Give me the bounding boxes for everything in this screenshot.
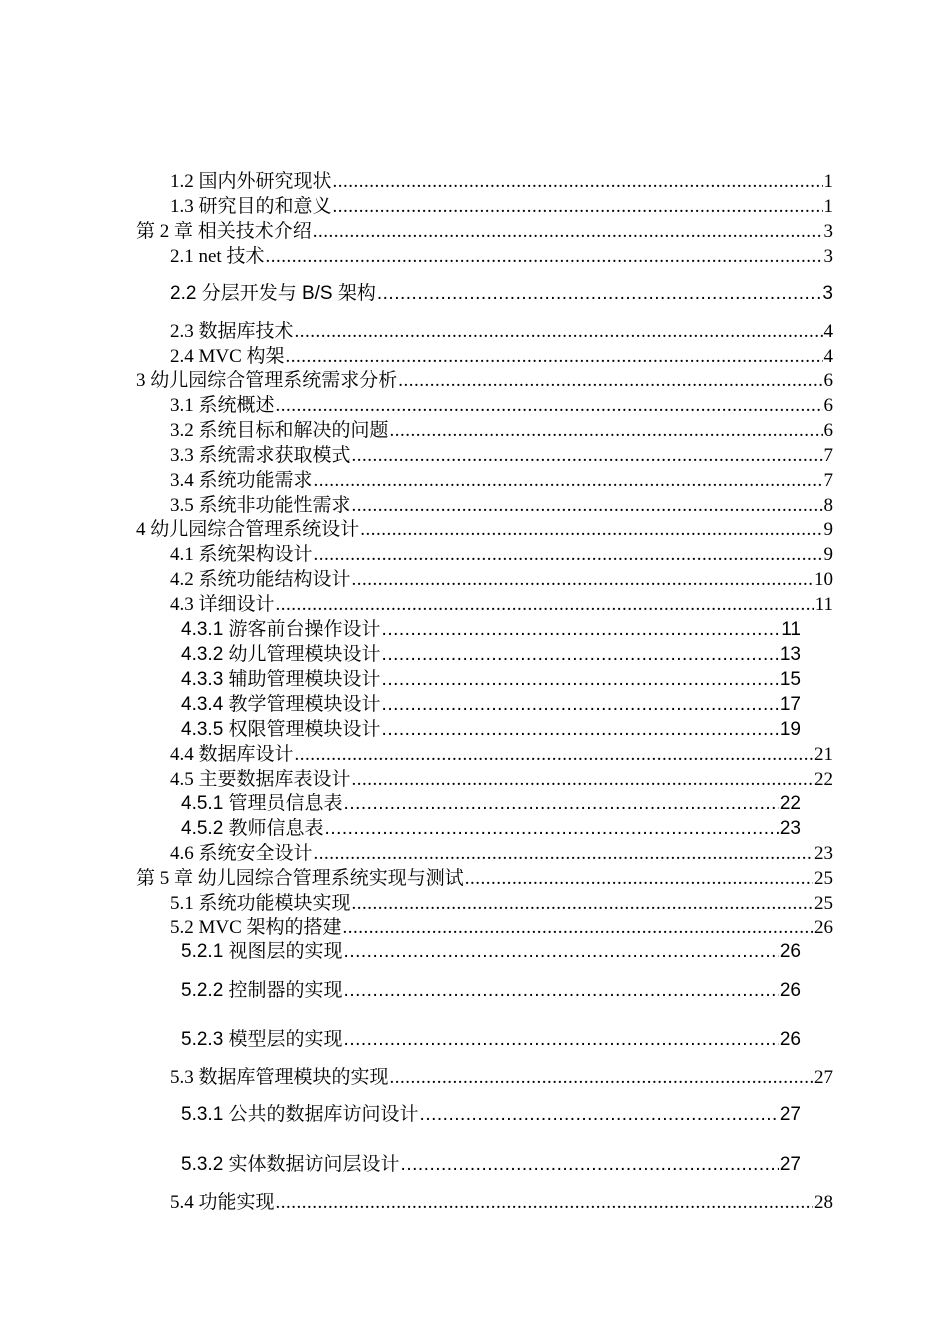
toc-entry-page: 4 (823, 346, 833, 367)
toc-subsection-entry[interactable] (181, 693, 801, 717)
toc-entry-label: 第 5 章 幼儿园综合管理系统实现与测试 (136, 868, 464, 889)
toc-entry-page: 11 (781, 619, 801, 640)
toc-entry-label: 4.3.1 游客前台操作设计 (181, 619, 381, 640)
toc-entry[interactable] (170, 419, 833, 443)
toc-leader-dots (382, 618, 781, 642)
toc-entry[interactable] (170, 245, 833, 269)
toc-entry-label: 3.3 系统需求获取模式 (170, 445, 351, 466)
toc-entry[interactable] (170, 282, 833, 306)
toc-entry-page: 22 (814, 769, 833, 790)
toc-subsection-entry[interactable] (181, 1028, 801, 1052)
toc-leader-dots (398, 369, 822, 393)
toc-entry[interactable] (170, 469, 833, 493)
toc-entry-page: 25 (814, 868, 833, 889)
toc-entry-label: 4.3 详细设计 (170, 594, 275, 615)
toc-entry-label: 5.4 功能实现 (170, 1192, 275, 1213)
toc-leader-dots (420, 1103, 779, 1127)
toc-entry-label: 1.3 研究目的和意义 (170, 196, 332, 217)
toc-entry-page: 3 (823, 246, 833, 267)
toc-leader-dots (313, 220, 823, 244)
toc-entry-label: 4.5.1 管理员信息表 (181, 793, 343, 814)
toc-subsection-entry[interactable] (181, 718, 801, 742)
toc-entry-page: 27 (779, 1154, 801, 1175)
toc-leader-dots (465, 867, 813, 891)
toc-leader-dots (401, 1153, 779, 1177)
toc-entry-label: 5.2.3 模型层的实现 (181, 1029, 343, 1050)
toc-subsection-entry[interactable] (181, 979, 801, 1003)
toc-entry-label: 4.1 系统架构设计 (170, 544, 313, 565)
toc-entry[interactable] (170, 394, 833, 418)
toc-leader-dots (352, 568, 813, 592)
toc-entry-page: 6 (823, 395, 833, 416)
toc-leader-dots (333, 170, 823, 194)
toc-leader-dots (344, 979, 779, 1003)
toc-subsection-entry[interactable] (181, 618, 801, 642)
toc-subsection-entry[interactable] (181, 1103, 801, 1127)
toc-leader-dots (360, 518, 822, 542)
toc-entry-page: 1 (823, 196, 833, 217)
toc-entry[interactable] (170, 743, 833, 767)
toc-entry-label: 2.1 net 技术 (170, 246, 265, 267)
toc-leader-dots (286, 345, 823, 369)
toc-entry[interactable] (170, 1191, 833, 1215)
toc-subsection-entry[interactable] (181, 817, 801, 841)
toc-entry-label: 5.2.2 控制器的实现 (181, 980, 343, 1001)
toc-entry-label: 3 幼儿园综合管理系统需求分析 (136, 370, 398, 391)
toc-leader-dots (276, 394, 823, 418)
toc-entry-label: 4.3.5 权限管理模块设计 (181, 719, 381, 740)
toc-leader-dots (377, 282, 822, 306)
toc-leader-dots (390, 419, 823, 443)
toc-entry-page: 4 (823, 321, 833, 342)
toc-entry-page: 25 (814, 893, 833, 914)
toc-chapter-entry[interactable] (136, 369, 833, 393)
toc-entry-page: 28 (814, 1192, 833, 1213)
toc-entry-page: 10 (814, 569, 833, 590)
toc-leader-dots (344, 792, 779, 816)
toc-leader-dots (382, 718, 779, 742)
toc-leader-dots (314, 469, 823, 493)
toc-subsection-entry[interactable] (181, 668, 801, 692)
toc-entry-page: 6 (823, 370, 833, 391)
toc-entry[interactable] (170, 320, 833, 344)
toc-entry[interactable] (170, 195, 833, 219)
toc-subsection-entry[interactable] (181, 1153, 801, 1177)
toc-entry-page: 17 (779, 694, 801, 715)
toc-entry-label: 5.2 MVC 架构的搭建 (170, 917, 342, 938)
toc-entry-label: 3.1 系统概述 (170, 395, 275, 416)
toc-entry-label: 3.5 系统非功能性需求 (170, 495, 351, 516)
toc-leader-dots (352, 494, 823, 518)
toc-entry-page: 3 (822, 283, 833, 304)
toc-entry-page: 7 (823, 470, 833, 491)
toc-entry-page: 26 (779, 1029, 801, 1050)
toc-chapter-entry[interactable] (136, 220, 833, 244)
toc-entry-label: 3.4 系统功能需求 (170, 470, 313, 491)
toc-entry-page: 21 (814, 744, 833, 765)
toc-leader-dots (276, 1191, 813, 1215)
toc-entry-page: 8 (823, 495, 833, 516)
toc-entry-label: 4 幼儿园综合管理系统设计 (136, 519, 360, 540)
toc-entry-page: 22 (779, 793, 801, 814)
toc-entry-page: 26 (779, 980, 801, 1001)
toc-entry[interactable] (170, 494, 833, 518)
toc-entry-label: 5.1 系统功能模块实现 (170, 893, 351, 914)
toc-leader-dots (295, 320, 823, 344)
toc-entry-page: 19 (779, 719, 801, 740)
toc-entry-page: 27 (814, 1067, 833, 1088)
toc-entry[interactable] (170, 170, 833, 194)
toc-entry[interactable] (170, 768, 833, 792)
toc-entry-page: 26 (814, 917, 833, 938)
toc-leader-dots (382, 643, 779, 667)
toc-entry-page: 11 (814, 594, 833, 615)
toc-entry-label: 2.3 数据库技术 (170, 321, 294, 342)
toc-entry-page: 6 (823, 420, 833, 441)
toc-entry-page: 23 (779, 818, 801, 839)
toc-entry-label: 5.3.2 实体数据访问层设计 (181, 1154, 400, 1175)
toc-leader-dots (382, 693, 779, 717)
toc-leader-dots (276, 593, 814, 617)
toc-entry-label: 5.2.1 视图层的实现 (181, 941, 343, 962)
toc-entry-page: 15 (779, 669, 801, 690)
toc-entry-label: 4.3.4 教学管理模块设计 (181, 694, 381, 715)
toc-leader-dots (344, 940, 779, 964)
toc-entry[interactable] (170, 593, 833, 617)
toc-leader-dots (333, 195, 823, 219)
toc-entry-label: 第 2 章 相关技术介绍 (136, 221, 312, 242)
toc-entry[interactable] (170, 345, 833, 369)
toc-entry[interactable] (170, 892, 833, 916)
toc-entry-label: 4.5 主要数据库表设计 (170, 769, 351, 790)
toc-entry-page: 3 (823, 221, 833, 242)
toc-entry-label: 5.3 数据库管理模块的实现 (170, 1067, 389, 1088)
toc-entry-label: 4.3.3 辅助管理模块设计 (181, 669, 381, 690)
toc-entry-label: 4.4 数据库设计 (170, 744, 294, 765)
toc-entry-label: 5.3.1 公共的数据库访问设计 (181, 1104, 419, 1125)
toc-entry-page: 26 (779, 941, 801, 962)
toc-entry[interactable] (170, 444, 833, 468)
toc-subsection-entry[interactable] (181, 643, 801, 667)
toc-entry-label: 4.2 系统功能结构设计 (170, 569, 351, 590)
toc-entry-page: 7 (823, 445, 833, 466)
toc-leader-dots (344, 1028, 779, 1052)
toc-entry-page: 9 (823, 544, 833, 565)
toc-entry-label: 4.3.2 幼儿管理模块设计 (181, 644, 381, 665)
toc-entry-label: 4.5.2 教师信息表 (181, 818, 324, 839)
toc-entry-label: 3.2 系统目标和解决的问题 (170, 420, 389, 441)
toc-leader-dots (390, 1066, 813, 1090)
toc-leader-dots (265, 245, 822, 269)
toc-leader-dots (382, 668, 779, 692)
toc-leader-dots (314, 842, 813, 866)
toc-entry-label: 2.4 MVC 构架 (170, 346, 285, 367)
toc-entry[interactable] (170, 916, 833, 940)
toc-entry-label: 1.2 国内外研究现状 (170, 171, 332, 192)
toc-leader-dots (295, 743, 813, 767)
toc-subsection-entry[interactable] (181, 792, 801, 816)
toc-leader-dots (352, 892, 813, 916)
toc-entry[interactable] (170, 1066, 833, 1090)
toc-entry-page: 1 (823, 171, 833, 192)
toc-entry-page: 23 (814, 843, 833, 864)
toc-leader-dots (343, 916, 813, 940)
toc-subsection-entry[interactable] (181, 940, 801, 964)
toc-entry-page: 9 (823, 519, 833, 540)
toc-leader-dots (325, 817, 779, 841)
toc-leader-dots (314, 543, 823, 567)
toc-chapter-entry[interactable] (136, 518, 833, 542)
toc-leader-dots (352, 768, 813, 792)
toc-entry[interactable] (170, 842, 833, 866)
toc-entry[interactable] (170, 568, 833, 592)
toc-entry[interactable] (170, 543, 833, 567)
toc-chapter-entry[interactable] (136, 867, 833, 891)
toc-entry-label: 2.2 分层开发与 B/S 架构 (170, 283, 376, 304)
toc-entry-label: 4.6 系统安全设计 (170, 843, 313, 864)
toc-entry-page: 27 (779, 1104, 801, 1125)
toc-entry-page: 13 (779, 644, 801, 665)
toc-leader-dots (352, 444, 823, 468)
